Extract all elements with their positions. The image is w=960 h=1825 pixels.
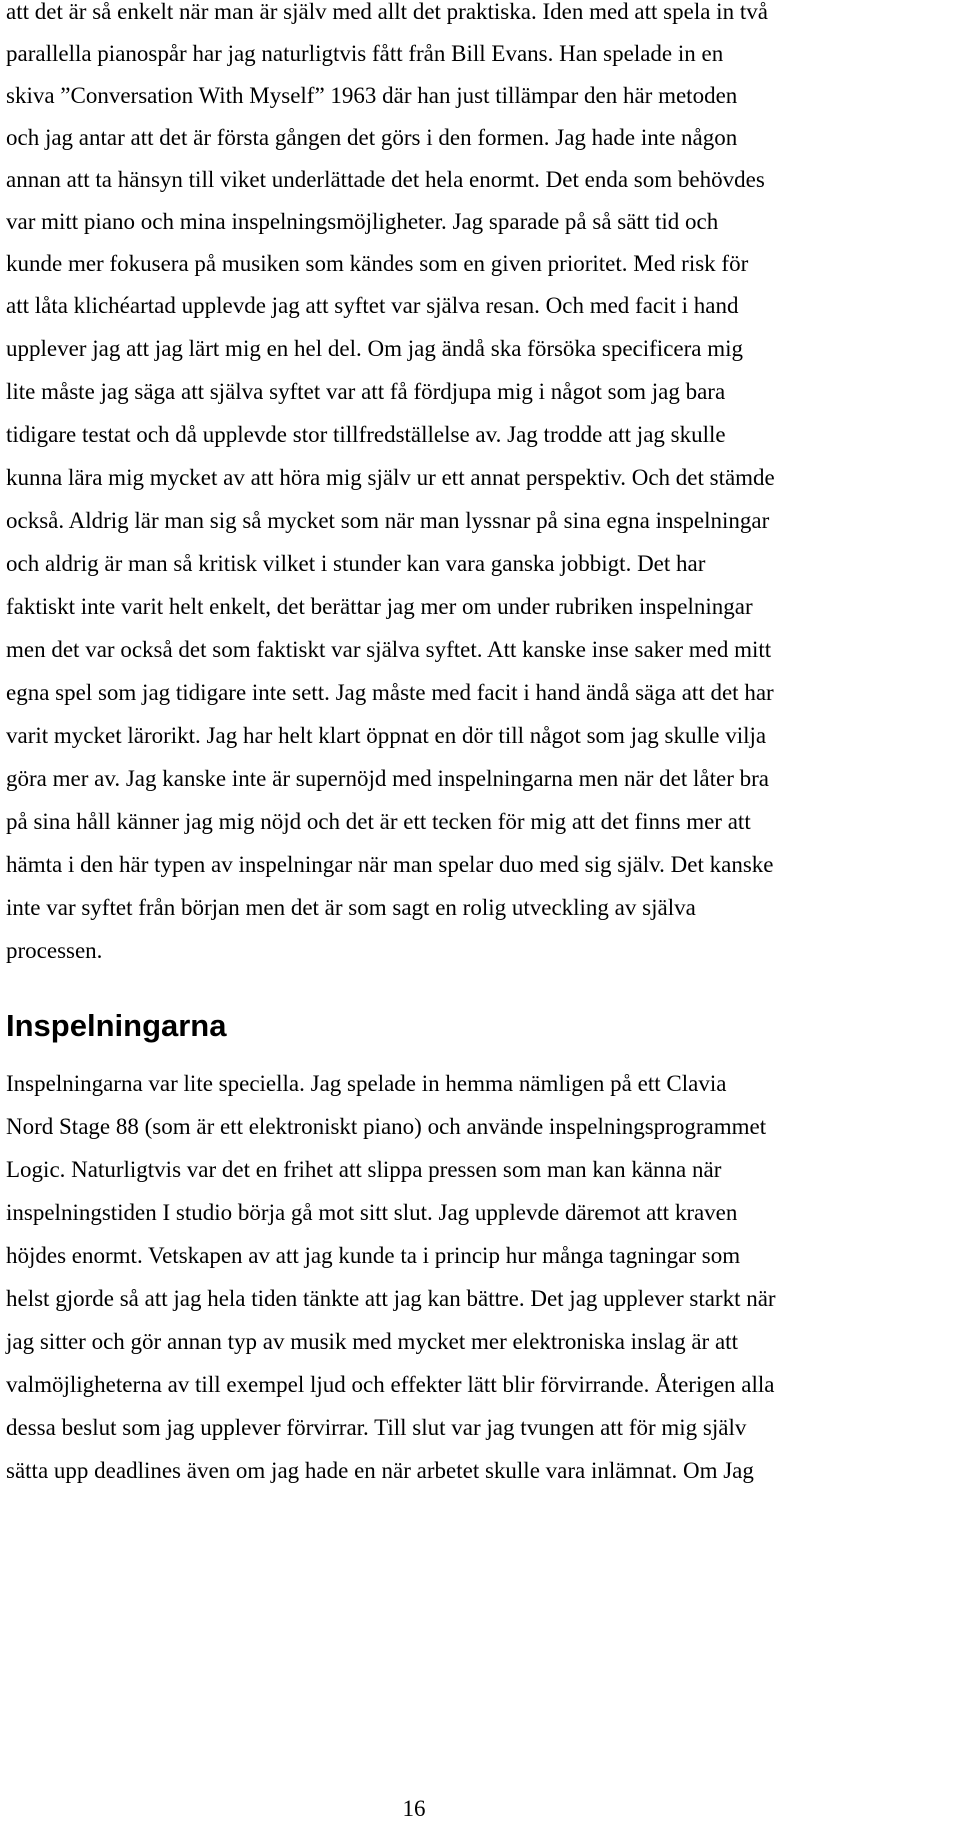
text-line: och jag antar att det är första gången det görs i den formen. Jag hade inte någon — [6, 125, 738, 150]
text-line: och aldrig är man så kritisk vilket i stunder kan vara ganska jobbigt. Det har — [6, 551, 706, 576]
text-line: på sina håll känner jag mig nöjd och det är ett tecken för mig att det finns mer att — [6, 809, 751, 834]
text-line: inspelningstiden I studio börja gå mot sitt slut. Jag upplevde däremot att kraven — [6, 1200, 738, 1225]
section-heading: Inspelningarna — [6, 1008, 227, 1043]
text-line: faktiskt inte varit helt enkelt, det berättar jag mer om under rubriken inspelningar — [6, 594, 753, 619]
text-line: tidigare testat och då upplevde stor tillfredställelse av. Jag trodde att jag skulle — [6, 422, 726, 447]
text-line: lite måste jag säga att själva syftet var att få fördjupa mig i något som jag bara — [6, 379, 726, 404]
text-line: dessa beslut som jag upplever förvirrar. Till slut var jag tvungen att för mig själv — [6, 1415, 747, 1440]
text-line: upplever jag att jag lärt mig en hel del. Om jag ändå ska försöka specificera mig — [6, 336, 744, 361]
text-line: Nord Stage 88 (som är ett elektroniskt piano) och använde inspelningsprogrammet — [6, 1114, 767, 1139]
text-line: inte var syftet från början men det är som sagt en rolig utveckling av själva — [6, 895, 696, 920]
text-line: Inspelningarna var lite speciella. Jag spelade in hemma nämligen på ett Clavia — [6, 1071, 727, 1096]
text-line: hämta i den här typen av inspelningar när man spelar duo med sig själv. Det kanske — [6, 852, 774, 877]
text-line: jag sitter och gör annan typ av musik med mycket mer elektroniska inslag är att — [6, 1329, 738, 1354]
text-line: kunde mer fokusera på musiken som kändes som en given prioritet. Med risk för — [6, 251, 749, 276]
text-line: varit mycket lärorikt. Jag har helt klart öppnat en dör till något som jag skulle vilja — [6, 723, 767, 748]
text-line: parallella pianospår har jag naturligtvis fått från Bill Evans. Han spelade in en — [6, 41, 724, 66]
text-line: skiva ”Conversation With Myself” 1963 där han just tillämpar den här metoden — [6, 83, 738, 108]
page-number: 16 — [402, 1796, 426, 1821]
text-line: annan att ta hänsyn till viket underlättade det hela enormt. Det enda som behövdes — [6, 167, 765, 192]
text-line: var mitt piano och mina inspelningsmöjligheter. Jag sparade på så sätt tid och — [6, 209, 719, 234]
text-line: kunna lära mig mycket av att höra mig själv ur ett annat perspektiv. Och det stämde — [6, 465, 775, 490]
text-line: egna spel som jag tidigare inte sett. Jag måste med facit i hand ändå säga att det har — [6, 680, 774, 705]
text-line: att det är så enkelt när man är själv med allt det praktiska. Iden med att spela in två — [6, 0, 768, 24]
text-line: valmöjligheterna av till exempel ljud och effekter lätt blir förvirrande. Återigen alla — [6, 1372, 775, 1397]
text-line: helst gjorde så att jag hela tiden tänkte att jag kan bättre. Det jag upplever starkt när — [6, 1286, 776, 1311]
text-line: Logic. Naturligtvis var det en frihet att slippa pressen som man kan känna när — [6, 1157, 722, 1182]
text-line: att låta klichéartad upplevde jag att syftet var själva resan. Och med facit i hand — [6, 293, 739, 318]
text-line: men det var också det som faktiskt var själva syftet. Att kanske inse saker med mitt — [6, 637, 772, 662]
text-line: göra mer av. Jag kanske inte är supernöjd med inspelningarna men när det låter bra — [6, 766, 769, 791]
text-line: höjdes enormt. Vetskapen av att jag kunde ta i princip hur många tagningar som — [6, 1243, 741, 1268]
text-line: sätta upp deadlines även om jag hade en när arbetet skulle vara inlämnat. Om Jag — [6, 1458, 754, 1483]
text-line: också. Aldrig lär man sig så mycket som när man lyssnar på sina egna inspelningar — [6, 508, 770, 533]
text-line: processen. — [6, 938, 103, 963]
